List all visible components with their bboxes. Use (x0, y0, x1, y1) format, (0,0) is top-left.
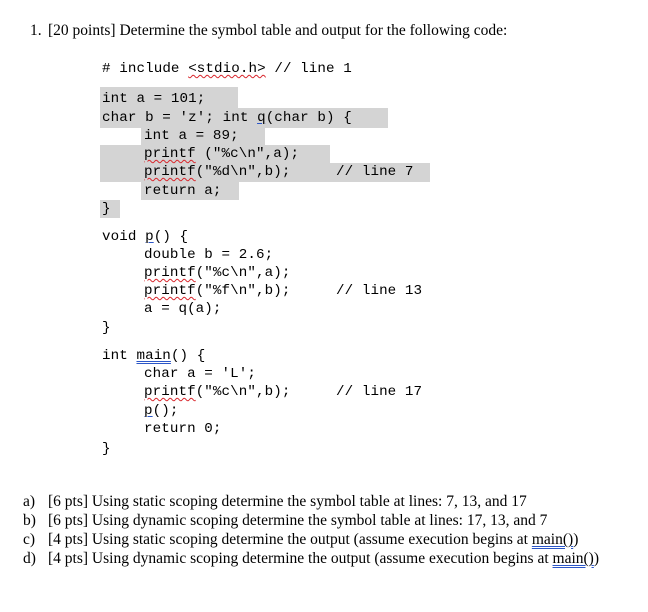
part-c: [4 pts] Using static scoping determine the output (assume execution begins at main()) (48, 531, 579, 548)
code-line-main-char-a: char a = 'L'; (144, 366, 256, 382)
comment-line1: // line 1 (274, 61, 352, 77)
code-line-include: # include <stdio.h> // line 1 (102, 61, 352, 77)
function-q-name: q (257, 110, 266, 126)
code-line-p-printf1: printf("%c\n",a); (144, 265, 291, 281)
code-line-q-signature: char b = 'z'; int q(char b) { (102, 110, 352, 126)
code-line-q-return: return a; (144, 183, 222, 199)
code-line-main-close: } (102, 441, 111, 457)
part-c-label: c) (23, 531, 36, 548)
part-a: [6 pts] Using static scoping determine the symbol table at lines: 7, 13, and 17 (48, 493, 527, 510)
code-line-q-int-a: int a = 89; (144, 128, 239, 144)
code-line-main-return: return 0; (144, 421, 222, 437)
question-prompt: Determine the symbol table and output for the following code: (119, 22, 508, 39)
comment-line7: // line 7 (336, 164, 414, 180)
part-a-label: a) (23, 493, 36, 510)
call-p-name: p (144, 403, 153, 419)
code-line-p-signature: void p() { (102, 229, 189, 245)
code-line-q-printf2: printf("%d\n",b); (144, 164, 291, 180)
comment-line13: // line 13 (336, 283, 423, 299)
code-line-int-a: int a = 101; (102, 91, 206, 107)
code-line-p-double-b: double b = 2.6; (144, 247, 274, 263)
part-d-main-link: main() (552, 550, 594, 567)
part-c-main-link: main() (531, 531, 574, 548)
part-b-label: b) (23, 512, 36, 529)
question-number: 1. (30, 22, 42, 39)
question-points: [20 points] (48, 22, 116, 39)
code-line-p-assign: a = q(a); (144, 301, 222, 317)
code-line-q-close: } (102, 201, 111, 217)
comment-line17: // line 17 (336, 384, 423, 400)
function-main-name: main (136, 348, 171, 364)
code-line-main-call-p: p(); (144, 403, 179, 419)
code-line-p-printf2: printf("%f\n",b); (144, 283, 291, 299)
part-b: [6 pts] Using dynamic scoping determine the symbol table at lines: 17, 13, and 7 (48, 512, 548, 529)
part-d: [4 pts] Using dynamic scoping determine the output (assume execution begins at main()) (48, 550, 600, 567)
code-line-main-printf: printf("%c\n",b); (144, 384, 291, 400)
code-line-main-signature: int main() { (102, 348, 206, 364)
function-p-name: p (145, 229, 154, 245)
include-header: <stdio.h> (188, 61, 266, 77)
question-header (48, 22, 507, 40)
part-d-label: d) (23, 550, 36, 567)
code-line-p-close: } (102, 320, 111, 336)
code-line-q-printf1: printf ("%c\n",a); (144, 146, 300, 162)
